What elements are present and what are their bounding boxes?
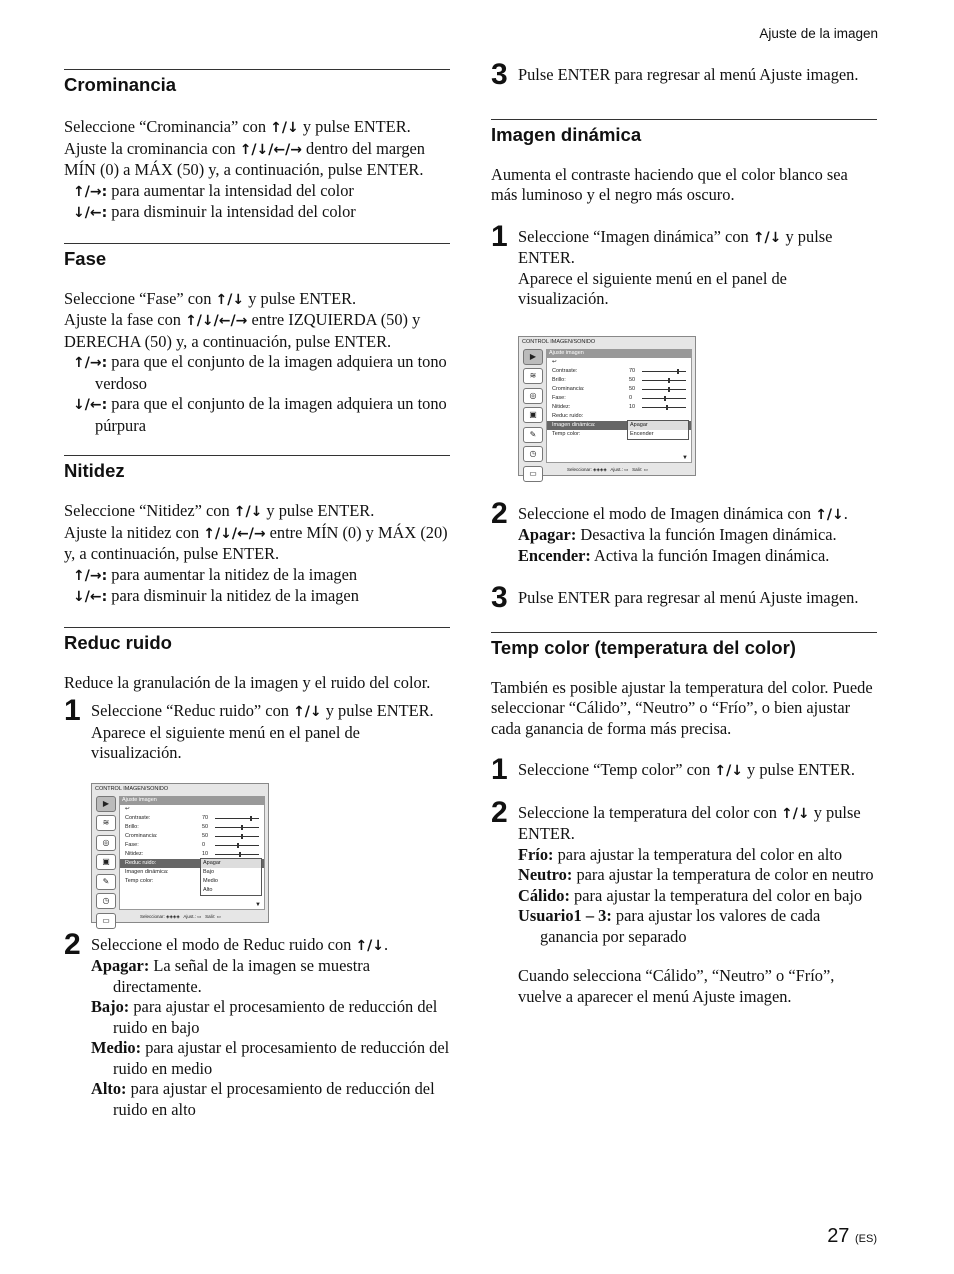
menu-row[interactable]: Imagen dinámica: [125,868,169,875]
section-title-fase: Fase [64,247,107,269]
level-bar [642,398,686,399]
level-bar [215,836,259,837]
option-item: Frío: para ajustar la temperatura del color en alto [518,844,843,864]
option-item: Neutro: para ajustar la temperatura de color en neutro [518,865,874,884]
left-column [64,69,450,1120]
menu-panel [546,349,692,463]
menu-category-icon[interactable]: ◷ [96,893,116,909]
up-right-arrows-icon: ↑/→: [73,183,108,200]
option-item: Apagar: La señal de la imagen se muestra directamente. [91,956,371,996]
step-1: 1 Seleccione “Temp color” con ↑/↓ y pulse ENTER. [491,753,855,786]
paragraph: Aumenta el contraste haciendo que el color blanco sea más luminoso y el negro más oscuro. [491,164,848,204]
up-right-arrows-icon: ↑/→: [73,567,108,584]
dropdown-option[interactable]: Apagar [628,421,688,430]
level-knob [241,834,243,839]
menu-category-icon[interactable]: ▭ [523,466,543,482]
option-list [91,956,450,1120]
menu-row[interactable]: Fase: 0 [120,841,264,850]
menu-row[interactable]: Brillo: 50 [120,823,264,832]
step-number: 1 [491,219,508,253]
step-number: 3 [491,58,508,91]
dropdown-option[interactable]: Bajo [203,868,215,875]
four-arrows-icon: ↑/↓/←/→ [239,141,302,158]
down-left-arrows-icon: ↓/←: [73,589,108,605]
level-knob [250,816,252,821]
option-item: Alto: para ajustar el procesamiento de reducción del ruido en alto [91,1079,435,1119]
menu-row[interactable]: Temp color: [552,430,581,437]
option-item: Medio: para ajustar el procesamiento de reducción del ruido en medio [91,1038,450,1078]
section-rule [64,455,450,456]
level-knob [666,405,668,410]
menu-footer: Seleccionar: ◈◈◈◈ Ajust.: ▭ Salir: ▭ [140,913,221,919]
paragraph: Reduce la granulación de la imagen y el ruido del color. [64,672,431,692]
menu-footer: Seleccionar: ◈◈◈◈ Ajust.: ▭ Salir: ▭ [567,466,648,472]
step-3: 3 Pulse ENTER para regresar al menú Ajuste imagen. [491,581,859,614]
up-down-arrows-icon: ↑/↓ [781,805,810,822]
option-list [518,845,877,948]
paragraph: También es posible ajustar la temperatura del color. Puede seleccionar “Cálido”, “Neutro” o “Frío”, o bien ajustar cada ganancia de forma más precisa. [491,677,873,738]
panel-header: Ajuste imagen [547,350,691,358]
option-up: ↑/→: para que el conjunto de la imagen adquiera un tono verdoso [73,352,447,393]
running-header: Ajuste de la imagen [759,26,878,41]
menu-row[interactable]: Reduc ruido: [552,412,584,419]
paragraph: Seleccione “Crominancia” con ↑/↓ y pulse ENTER. Ajuste la crominancia con ↑/↓/←/→ dentro del margen MÍN (0) a MÁX (50) y, a continuación, pulse ENTER. [64,117,425,179]
menu-row[interactable]: Contraste: 70 [120,814,264,823]
menu-row[interactable]: Imagen dinámica: [547,421,691,430]
dropdown-option[interactable]: Encender [630,430,654,437]
up-right-arrows-icon: ↑/→: [73,355,108,371]
menu-category-icon[interactable]: ◷ [523,446,543,462]
down-left-arrows-icon: ↓/←: [73,397,108,413]
level-bar [642,389,686,390]
page-number: 27 (ES) [827,1225,877,1247]
menu-title: CONTROL IMAGEN/SONIDO [522,338,596,345]
level-knob [664,396,666,401]
menu-screenshot-reduc-ruido [91,783,269,923]
option-up: ↑/→: para aumentar la intensidad del color [73,180,354,200]
step-number: 2 [491,795,508,829]
level-knob [237,843,239,848]
level-bar [642,371,686,372]
menu-row[interactable]: Fase: 0 [547,394,691,403]
step-1: 1 Seleccione “Imagen dinámica” con ↑/↓ y pulse ENTER. Aparece el siguiente menú en el panel de visualización. CONTROL IMAGEN/SONIDO ▶ ≋ ◎ ▣ ✎ ◷ ▭ Ajuste imagen ↩ Contraste: 70 Brillo: 50 Crominancia: 50 Fase: 0 Nitidez: 10 Reduc ruido: Imagen dinámica: Temp color: Apagar Encender ▼ Seleccionar: ◈◈◈◈ Ajust.: ▭ Salir: ▭ [491,227,877,476]
menu-category-icon[interactable]: ▣ [523,407,543,423]
step-number: 2 [491,496,508,530]
up-down-arrows-icon: ↑/↓ [293,704,322,720]
option-down: ↓/←: para que el conjunto de la imagen adquiera un tono púrpura [73,394,447,435]
menu-category-icon[interactable]: ▭ [96,913,116,929]
up-down-arrows-icon: ↑/↓ [355,937,385,954]
menu-title: CONTROL IMAGEN/SONIDO [95,785,169,792]
menu-row[interactable]: Nitidez: 10 [120,850,264,859]
menu-icon-column [522,349,544,486]
menu-screenshot-imagen-dinamica [518,336,696,476]
step-2: 2 Seleccione el modo de Imagen dinámica con ↑/↓. Apagar: Desactiva la función Imagen dinámica. Encender: Activa la función Imagen dinámica. [491,496,848,565]
menu-row[interactable]: Brillo: 50 [547,376,691,385]
step-2: 2 Seleccione la temperatura del color con ↑/↓ y pulse ENTER. Frío: para ajustar la temperatura del color en alto Neutro: para ajustar la temperatura de color en neutro Cálido: para ajustar la temperatura del color en bajo Usuario1 – 3: para ajustar los valores de cada ganancia por separado Cuando selecciona “Cálido”, “Neutro” o “Frío”, vuelve a aparecer el menú Ajuste imagen. [491,803,877,1008]
section-rule [64,627,450,628]
level-knob [668,378,670,383]
four-arrows-icon: ↑/↓/←/→ [185,313,248,329]
level-knob [241,825,243,830]
up-down-arrows-icon: ↑/↓ [270,120,299,136]
dropdown-option[interactable]: Apagar [201,859,261,868]
dropdown-list [200,858,262,896]
paragraph: Seleccione “Fase” con ↑/↓ y pulse ENTER. Ajuste la fase con ↑/↓/←/→ entre IZQUIERDA (50) y DERECHA (50) y, a continuación, pulse ENTER. [64,288,421,351]
menu-category-icon[interactable]: ◎ [523,388,543,404]
paragraph: Seleccione “Nitidez” con ↑/↓ y pulse ENTER. Ajuste la nitidez con ↑/↓/←/→ entre MÍN (0) y MÁX (20) y, a continuación, pulse ENTER. [64,501,448,563]
up-down-arrows-icon: ↑/↓ [714,763,743,779]
level-knob [668,387,670,392]
up-down-arrows-icon: ↑/↓ [215,291,245,308]
menu-category-icon[interactable]: ≋ [523,368,543,384]
menu-row[interactable]: Nitidez: 10 [547,403,691,412]
menu-row[interactable]: Crominancia: 50 [547,385,691,394]
menu-icon-column [95,796,117,933]
step-1: 1 Seleccione “Reduc ruido” con ↑/↓ y pulse ENTER. Aparece el siguiente menú en el panel de visualización. CONTROL IMAGEN/SONIDO ▶ ≋ ◎ ▣ ✎ ◷ ▭ Ajuste imagen ↩ Contraste: 70 Brillo: 50 Crominancia: 50 Fase: 0 Nitidez: 10 Reduc ruido: Imagen dinámica: Temp color: Apagar Bajo Medio Alto ▼ Seleccionar: ◈◈◈◈ Ajust.: ▭ Salir: ▭ [64,701,450,923]
section-title-nitidez: Nitidez [64,460,125,481]
step-number: 1 [491,753,508,786]
option-item: Usuario1 – 3: para ajustar los valores de cada ganancia por separado [518,906,821,946]
up-down-arrows-icon: ↑/↓ [233,504,263,520]
four-arrows-icon: ↑/↓/←/→ [203,525,266,542]
level-bar [642,380,686,381]
step-number: 1 [64,694,81,727]
right-column [491,60,877,1007]
up-down-arrows-icon: ↑/↓ [752,229,782,246]
level-bar [215,854,259,855]
menu-category-icon[interactable]: ◎ [96,835,116,851]
level-bar [215,827,259,828]
option-item: Cálido: para ajustar la temperatura del color en bajo [518,885,863,905]
scroll-down-icon[interactable]: ▼ [682,454,688,461]
menu-category-icon[interactable]: ▣ [96,854,116,870]
dropdown-option[interactable]: Medio [203,877,218,884]
option-up: ↑/→: para aumentar la nitidez de la imagen [73,564,358,584]
section-title-crominancia: Crominancia [64,74,177,95]
section-title-reduc-ruido: Reduc ruido [64,631,172,653]
panel-header: Ajuste imagen [120,797,264,805]
menu-category-icon[interactable]: ≋ [96,815,116,831]
section-title-imagen-dinamica: Imagen dinámica [491,123,642,145]
level-bar [642,407,686,408]
down-left-arrows-icon: ↓/←: [73,205,108,221]
scroll-down-icon[interactable]: ▼ [255,901,261,908]
option-down: ↓/←: para disminuir la intensidad del color [73,202,356,221]
menu-row[interactable]: Reduc ruido: [120,859,264,868]
up-down-arrows-icon: ↑/↓ [815,506,844,523]
level-knob [239,852,241,857]
menu-category-icon[interactable]: ✎ [523,427,543,443]
menu-category-icon[interactable]: ▶ [523,349,543,365]
section-rule [491,119,877,120]
step-number: 3 [491,581,508,614]
menu-row[interactable]: Crominancia: 50 [120,832,264,841]
section-title-temp-color: Temp color (temperatura del color) [491,636,796,658]
menu-row[interactable]: Temp color: [125,877,154,884]
dropdown-list [627,420,689,440]
dropdown-option[interactable]: Alto [203,886,213,893]
option-item: Bajo: para ajustar el procesamiento de reducción del ruido en bajo [91,997,438,1037]
step-2: 2 Seleccione el modo de Reduc ruido con ↑/↓. Apagar: La señal de la imagen se muestra directamente. Bajo: para ajustar el procesamiento de reducción del ruido en bajo Medio: para ajustar el procesamiento de reducción del ruido en medio Alto: para ajustar el procesamiento de reducción del ruido en alto [64,927,450,1119]
menu-category-icon[interactable]: ▶ [96,796,116,812]
section-rule [491,632,877,633]
level-bar [215,818,259,819]
level-bar [215,845,259,846]
menu-category-icon[interactable]: ✎ [96,874,116,890]
section-rule [64,69,450,70]
return-icon[interactable]: ↩ [125,805,130,812]
step-number: 2 [64,927,81,961]
section-rule [64,243,450,244]
option-down: ↓/←: para disminuir la nitidez de la imagen [73,586,359,605]
step-3: 3 Pulse ENTER para regresar al menú Ajuste imagen. [491,58,859,91]
menu-row[interactable]: Contraste: 70 [547,367,691,376]
return-icon[interactable]: ↩ [552,358,557,365]
level-knob [677,369,679,374]
